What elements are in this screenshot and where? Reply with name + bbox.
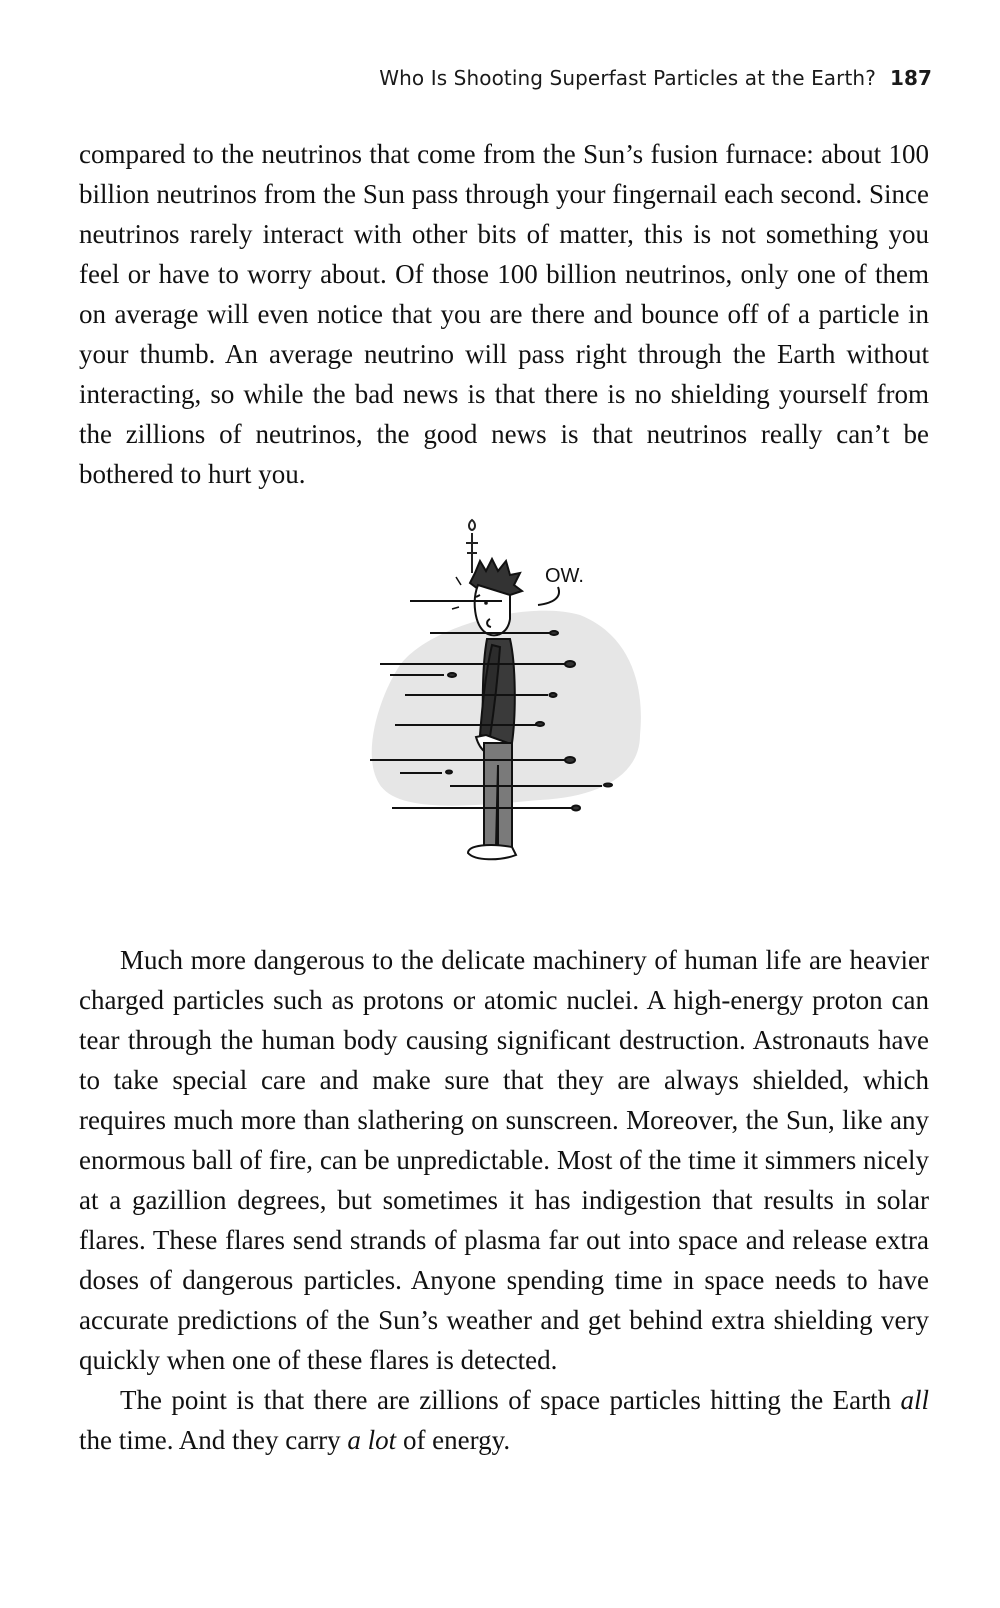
neutrino-cartoon bbox=[340, 515, 670, 895]
speech-tail bbox=[538, 587, 559, 605]
conclusion-text-1: The point is that there are zillions of space particles hitting the Earth bbox=[120, 1385, 901, 1415]
body-text-bottom bbox=[79, 940, 929, 1460]
shoe bbox=[468, 845, 516, 859]
paragraph-charged-particles: Much more dangerous to the delicate machinery of human life are heavier charged particles such as protons or atomic nuclei. A high-energy proton can tear through the human body causing significant destruction. Astronauts have to take special care and make sure that they are always shielded, which requires much more than slathering on sunscreen. Moreover, the Sun, like any enormous ball of fire, can be unpredictable. Most of the time it simmers nicely at a gazillion degrees, but sometimes it has indigestion that results in solar flares. These flares send strands of plasma far out into space and release extra doses of dangerous particles. Anyone spending time in space needs to have accurate predictions of the Sun’s weather and get behind extra shielding very quickly when one of these flares is detected. bbox=[79, 945, 929, 1375]
conclusion-text-3: of energy. bbox=[396, 1425, 511, 1455]
paragraph-conclusion bbox=[79, 1380, 929, 1460]
conclusion-emphasis-all: all bbox=[900, 1385, 929, 1415]
body-text-top bbox=[79, 134, 929, 494]
conclusion-emphasis-a-lot: a lot bbox=[347, 1425, 397, 1455]
face bbox=[475, 585, 510, 635]
cartoon-illustration bbox=[340, 515, 670, 895]
page-number: 187 bbox=[889, 66, 932, 90]
conclusion-text-2: the time. And they carry bbox=[79, 1425, 348, 1455]
running-head bbox=[379, 66, 932, 90]
running-title: Who Is Shooting Superfast Particles at the Earth? bbox=[379, 66, 876, 90]
paragraph-neutrinos: compared to the neutrinos that come from the Sun’s fusion furnace: about 100 billion neutrinos from the Sun pass through your fingernail each second. Since neutrinos rarely interact with other bits of matter, this is not something you feel or have to worry about. Of those 100 billion neutrinos, only one of them on average will even notice that you are there and bounce off of a particle in your thumb. An average neutrino will pass right through the Earth without interacting, so while the bad news is that there is no shielding yourself from the zillions of neutrinos, the good news is that neutrinos really can’t be bothered to hurt you. bbox=[79, 139, 929, 489]
particle-above-head bbox=[469, 520, 475, 530]
legs bbox=[484, 743, 512, 847]
speech-ow: OW. bbox=[545, 565, 584, 587]
